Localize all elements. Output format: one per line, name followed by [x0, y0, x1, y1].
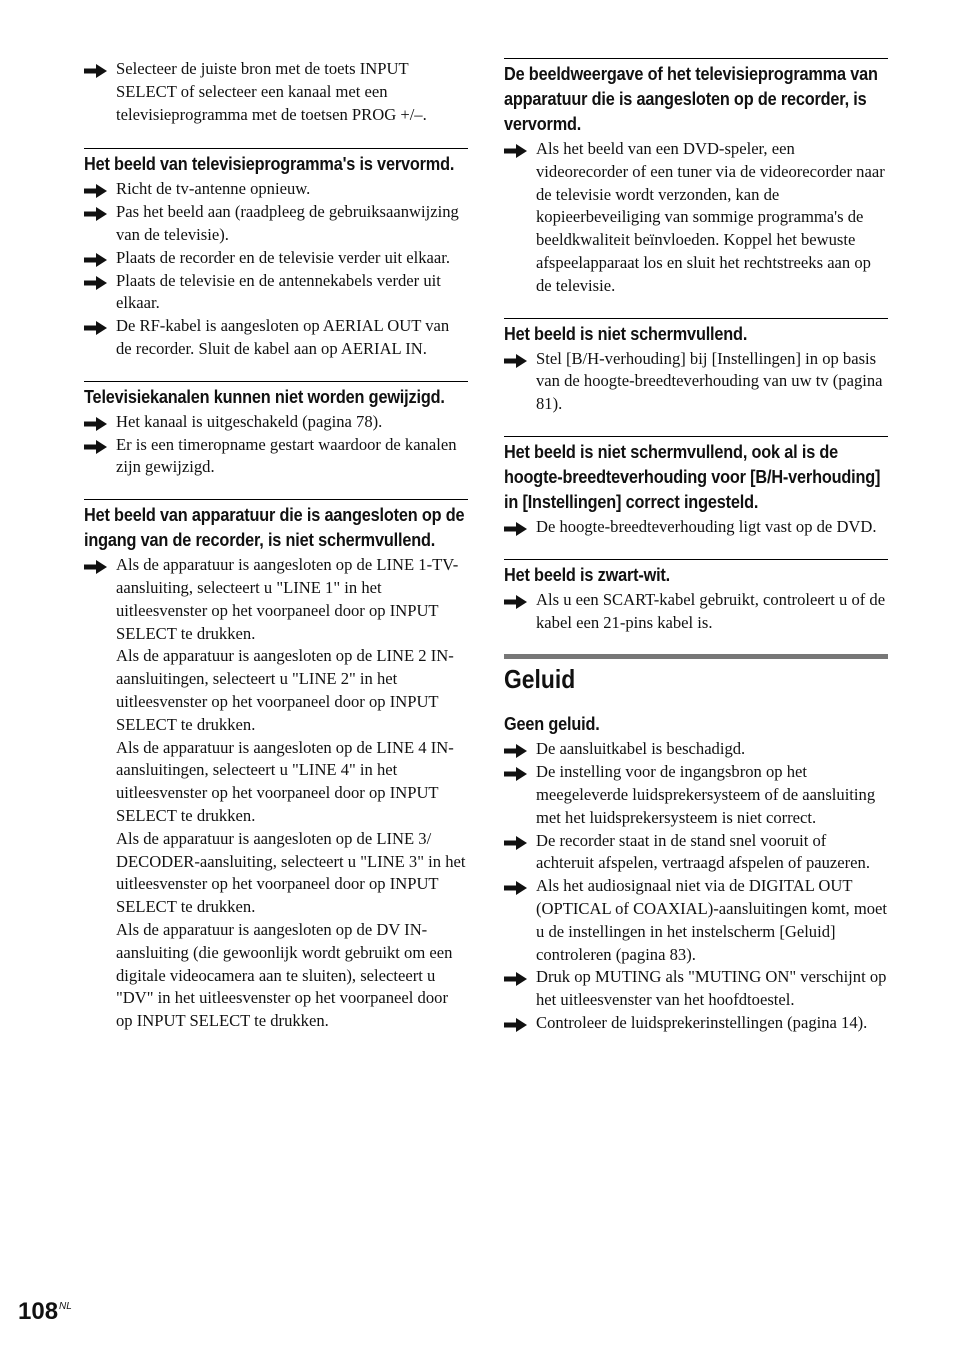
- solution-text: De aansluitkabel is beschadigd.: [536, 739, 746, 759]
- arrow-right-icon: [84, 182, 107, 196]
- section-heading: Geen geluid.: [504, 713, 600, 735]
- section-heading: Het beeld van apparatuur die is aangesloten op de ingang van de recorder, is niet schermvullend.: [84, 504, 465, 551]
- arrow-right-icon: [84, 205, 107, 219]
- solution-item: [504, 589, 888, 635]
- arrow-right-icon: [84, 438, 107, 452]
- solution-text: Pas het beeld aan (raadpleeg de gebruiksaanwijzing van de televisie).: [116, 202, 459, 244]
- solution-text: Plaats de recorder en de televisie verder uit elkaar.: [116, 247, 451, 267]
- solution-text: Selecteer de juiste bron met de toets INPUT SELECT of selecteer een kanaal met een televisieprogramma met de toetsen PROG +/–.: [116, 59, 427, 124]
- solution-text: Als het beeld van een DVD-speler, een videorecorder of een tuner via de videorecorder naar de televisie wordt verzonden, kan de kopieerbeveiliging van sommige programma's de beeldkwaliteit beïnvloeden. Koppel het bewuste afspeelapparaat los en sluit het rechtstreeks aan op de televisie.: [536, 139, 885, 295]
- section-heading: Het beeld is niet schermvullend.: [504, 322, 748, 344]
- solution-item: [84, 434, 468, 480]
- section: [504, 58, 888, 298]
- arrow-right-icon: [84, 251, 107, 265]
- arrow-right-icon: [84, 274, 107, 288]
- solution-item: [504, 348, 888, 416]
- right-column-top: [504, 58, 888, 634]
- solution-text: Als u een SCART-kabel gebruikt, controleert u of de kabel een 21-pins kabel is.: [536, 589, 886, 632]
- arrow-right-icon: [84, 62, 107, 76]
- solution-text: De RF-kabel is aangesloten op AERIAL OUT van de recorder. Sluit de kabel aan op AERIAL IN.: [116, 316, 450, 358]
- right-column-bottom: [504, 711, 888, 1034]
- solution-item: [504, 966, 888, 1012]
- solution-item: [84, 201, 468, 247]
- arrow-right-icon: [504, 593, 527, 607]
- section: [84, 499, 468, 1033]
- solution-item: [84, 554, 468, 1033]
- solution-text: Als de apparatuur is aangesloten op de LINE 4 IN-aansluitingen, selecteert u "LINE 4" in het uitleesvenster op het voorpaneel door op INPUT SELECT te drukken.: [116, 737, 454, 825]
- solution-item: [84, 58, 468, 126]
- left-column: [84, 58, 468, 1053]
- arrow-right-icon: [504, 1016, 527, 1030]
- solution-text: Controleer de luidsprekerinstellingen (pagina 14).: [536, 1012, 868, 1032]
- section-heading: Het beeld is niet schermvullend, ook al is de hoogte-breedteverhouding voor [B/H-verhouding] in [Instellingen] correct ingesteld.: [504, 440, 881, 512]
- solution-text: Als de apparatuur is aangesloten op de LINE 1-TV-aansluiting, selecteert u "LINE 1" in het uitleesvenster op het voorpaneel door op INPUT SELECT te drukken.: [116, 555, 459, 643]
- arrow-right-icon: [504, 765, 527, 779]
- solution-item: [504, 516, 888, 539]
- arrow-right-icon: [504, 834, 527, 848]
- geluid-title: Geluid: [504, 664, 576, 695]
- section-heading: Het beeld is zwart-wit.: [504, 563, 671, 585]
- arrow-right-icon: [84, 319, 107, 333]
- solution-text: Stel [B/H-verhouding] bij [Instellingen] in op basis van de hoogte-breedteverhouding van uw tv (pagina 81).: [536, 348, 883, 414]
- solution-text: Druk op MUTING als "MUTING ON" verschijnt op het uitleesvenster van het hoofdtoestel.: [536, 967, 887, 1010]
- section: [504, 559, 888, 635]
- solution-text: Plaats de televisie en de antennekabels verder uit elkaar.: [116, 270, 441, 313]
- arrow-right-icon: [504, 142, 527, 156]
- section-heading: Het beeld van televisieprogramma's is vervormd.: [84, 153, 455, 175]
- section: [84, 148, 468, 360]
- section-heading: De beeldweergave of het televisieprogramma van apparatuur die is aangesloten op de recorder, is vervormd.: [504, 63, 878, 134]
- solution-text: Het kanaal is uitgeschakeld (pagina 78).: [116, 411, 383, 431]
- geluid-section-header: [504, 654, 888, 695]
- arrow-right-icon: [504, 879, 527, 893]
- page-number: [18, 1298, 72, 1326]
- solution-text: Als de apparatuur is aangesloten op de DV IN-aansluiting (die gewoonlijk wordt gebruikt om een digitale videocamera aan te sluiten), selecteert u "DV" in het uitleesvenster op het voorpaneel door op INPUT SELECT te drukken.: [116, 919, 453, 1031]
- solution-item: [84, 178, 468, 201]
- solution-text: De instelling voor de ingangsbron op het meegeleverde luidsprekersysteem of de aansluiting met het luidsprekersysteem is niet correct.: [536, 762, 876, 827]
- solution-item: [84, 270, 468, 316]
- section-heading: Televisiekanalen kunnen niet worden gewijzigd.: [84, 385, 445, 407]
- arrow-right-icon: [504, 352, 527, 366]
- right-column: [504, 58, 888, 1055]
- page-number-value: 108: [18, 1298, 59, 1325]
- section: [84, 58, 468, 126]
- section: [504, 711, 888, 1034]
- solution-item: [84, 315, 468, 361]
- solution-text: Als het audiosignaal niet via de DIGITAL OUT (OPTICAL of COAXIAL)-aansluitingen komt, moet u de instellingen in het instelscherm [Geluid] controleren (pagina 83).: [536, 876, 888, 964]
- solution-text: Er is een timeropname gestart waardoor de kanalen zijn gewijzigd.: [116, 434, 457, 477]
- solution-text: De recorder staat in de stand snel vooruit of achteruit afspelen, vertraagd afspelen of pauzeren.: [536, 830, 870, 873]
- section: [84, 381, 468, 479]
- solution-text: Als de apparatuur is aangesloten op de LINE 2 IN-aansluitingen, selecteert u "LINE 2" in het uitleesvenster op het voorpaneel door op INPUT SELECT te drukken.: [116, 646, 454, 734]
- solution-item: [504, 761, 888, 829]
- solution-item: [504, 738, 888, 761]
- arrow-right-icon: [504, 970, 527, 984]
- arrow-right-icon: [504, 520, 527, 534]
- solution-item: [84, 247, 468, 270]
- page-language-code: NL: [59, 1301, 72, 1312]
- section: [504, 436, 888, 539]
- solution-item: [84, 411, 468, 434]
- solution-item: [504, 875, 888, 966]
- solution-item: [504, 1012, 888, 1035]
- section: [504, 318, 888, 416]
- arrow-right-icon: [84, 415, 107, 429]
- arrow-right-icon: [504, 742, 527, 756]
- solution-text: Als de apparatuur is aangesloten op de LINE 3/ DECODER-aansluiting, selecteert u "LINE 3" in het uitleesvenster op het voorpaneel door op INPUT SELECT te drukken.: [116, 828, 466, 917]
- solution-text: De hoogte-breedteverhouding ligt vast op de DVD.: [536, 516, 877, 536]
- solution-item: [504, 138, 888, 298]
- solution-item: [504, 830, 888, 876]
- arrow-right-icon: [84, 558, 107, 572]
- solution-text: Richt de tv-antenne opnieuw.: [116, 179, 311, 199]
